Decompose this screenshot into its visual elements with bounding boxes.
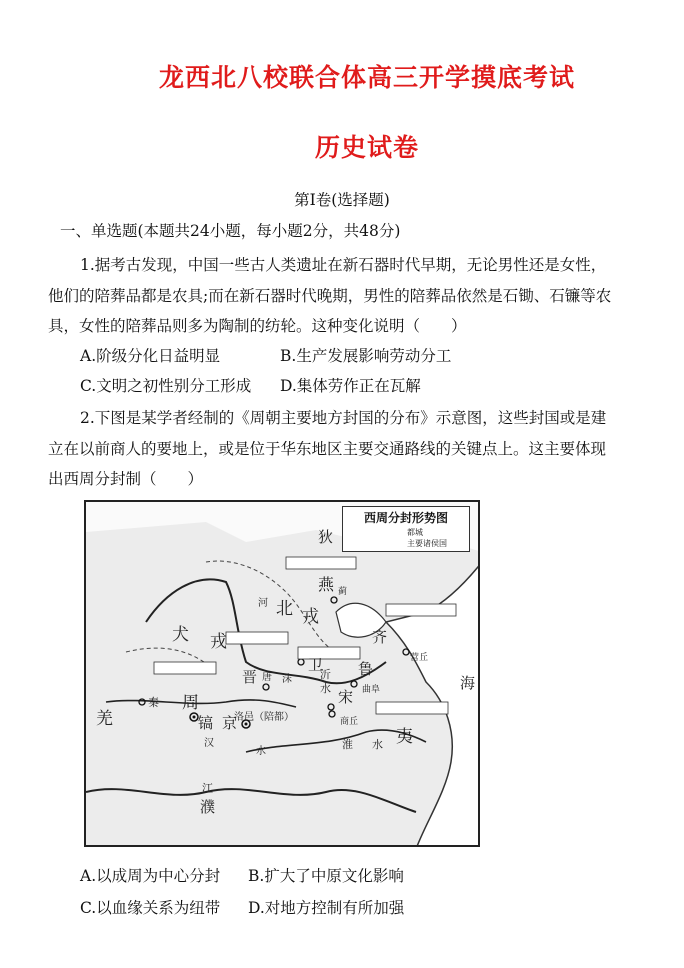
map-drawing [86,502,480,847]
map-label-yingqiu: 营丘 [410,653,429,663]
q2-option-b[interactable]: B.扩大了中原文化影响 [248,867,404,885]
map-label-jing: 京 [222,714,238,732]
q2-line3: 出西周分封制（ ） [48,470,204,488]
part-heading: 一、单选题(本题共24小题，每小题2分，共48分) [60,222,401,240]
western-zhou-map [84,500,480,847]
map-label-qiang: 羌 [96,709,113,729]
map-label-zhou: 周 [182,693,199,713]
map-legend-states: 主要诸侯国 [407,539,447,548]
map-label-tang: 唐 [262,672,272,683]
map-legend-capital: 都城 [407,528,423,537]
map-label-pu: 濮 [200,798,216,816]
q1-line2: 他们的陪葬品都是农具;而在新石器时代晚期，男性的陪葬品依然是石锄、石镰等农 [48,287,612,305]
q1-option-b[interactable]: B.生产发展影响劳动分工 [280,347,452,365]
q2-option-a[interactable]: A.以成周为中心分封 [80,867,221,885]
q2-line2: 立在以前商人的要地上，或是位于华东地区主要交通路线的关键点上。这主要体现 [48,440,607,458]
q1-line3: 具，女性的陪葬品则多为陶制的纺轮。这种变化说明（ ） [48,317,467,335]
map-label-shangqiu: 商丘 [340,717,359,727]
map-label-quanrong: 戎 [210,632,227,652]
map-label-huai: 淮 [342,738,353,751]
map-label-quan: 犬 [172,625,189,645]
map-label-ji: 蓟 [338,587,348,597]
map-label-hao: 镐 [198,714,214,732]
map-label-north: 北 [276,599,293,619]
q1-option-a[interactable]: A.阶级分化日益明显 [80,347,221,365]
map-label-wei: 卫 [308,656,324,674]
map-label-han-shui: 水 [256,746,266,757]
map-label-di: 狄 [318,528,334,546]
map-label-yi-river: 沂 [320,668,331,681]
q1-option-d[interactable]: D.集体劳作正在瓦解 [280,377,421,395]
q1-option-c[interactable]: C.文明之初性别分工形成 [80,377,252,395]
exam-subtitle: 历史试卷 [314,133,419,162]
map-label-qin: 秦 [148,696,159,709]
map-label-jin: 晋 [242,668,258,686]
map-label-mo: 沫 [282,674,292,685]
q2-option-c[interactable]: C.以血缘关系为纽带 [80,899,221,917]
map-label-qi: 齐 [372,628,388,646]
map-legend [342,506,470,552]
map-label-rong: 戎 [302,607,319,627]
map-label-jiang: 江 [202,782,213,795]
q2-line1: 2.下图是某学者经制的《周朝主要地方封国的分布》示意图，这些封国或是建 [80,409,607,427]
map-label-song: 宋 [338,688,354,706]
map-legend-title: 西周分封形势图 [363,511,448,525]
map-label-huai-shui: 水 [372,738,383,751]
volume-heading: 第Ⅰ卷(选择题) [294,191,390,209]
map-label-shui: 水 [320,682,331,695]
q1-line1: 1.据考古发现，中国一些古人类遗址在新石器时代早期，无论男性还是女性， [80,256,607,274]
q2-option-d[interactable]: D.对地方控制有所加强 [248,899,405,917]
exam-title: 龙西北八校联合体高三开学摸底考试 [158,63,575,92]
map-label-luoyi: 洛邑（陪都） [234,712,294,723]
map-label-he: 河 [258,598,268,609]
map-label-lu: 鲁 [358,660,374,678]
map-label-yan: 燕 [318,575,335,594]
map-label-hai: 海 [460,674,476,692]
map-label-yi: 夷 [396,727,413,747]
map-label-han: 汉 [204,738,214,749]
map-label-qufu: 曲阜 [362,685,381,695]
